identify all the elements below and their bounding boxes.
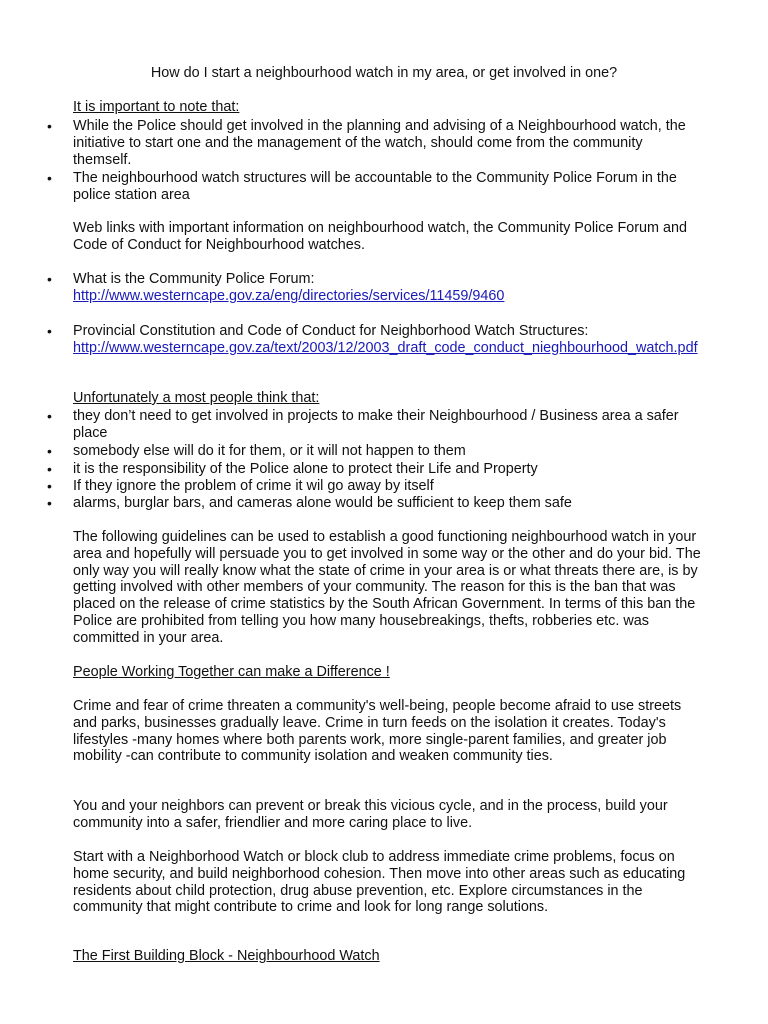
- link-item: [73, 323, 703, 357]
- weblinks-intro: Web links with important information on neighbourhood watch, the Community Police Forum and Code of Conduct for Neighbourhood watches.: [73, 220, 688, 253]
- note-item: The neighbourhood watch structures will be accountable to the Community Police Forum in the police station area: [73, 170, 677, 203]
- bullet-icon: •: [47, 461, 52, 477]
- unfortunately-item: somebody else will do it for them, or it will not happen to them: [73, 443, 466, 459]
- bullet-icon: •: [47, 118, 52, 134]
- bullet-icon: •: [47, 443, 52, 459]
- unfortunately-item: alarms, burglar bars, and cameras alone would be sufficient to keep them safe: [73, 495, 572, 511]
- link-label: What is the Community Police Forum:: [73, 271, 315, 287]
- unfortunately-item: they don’t need to get involved in projects to make their Neighbourhood / Business area a safer place: [73, 408, 679, 441]
- note-heading: It is important to note that:: [73, 99, 240, 115]
- bullet-icon: •: [47, 495, 52, 511]
- bullet-icon: •: [47, 323, 52, 339]
- document-title: How do I start a neighbourhood watch in my area, or get involved in one?: [150, 65, 618, 81]
- neighbors-paragraph: You and your neighbors can prevent or break this vicious cycle, and in the process, build your community into a safer, friendlier and more caring place to live.: [73, 798, 668, 831]
- bullet-icon: •: [47, 478, 52, 494]
- bullet-icon: •: [47, 271, 52, 287]
- code-of-conduct-link[interactable]: http://www.westerncape.gov.za/text/2003/12/2003_draft_code_conduct_nieghbourhood_watch.pdf: [73, 339, 698, 356]
- first-block-heading: The First Building Block - Neighbourhood Watch: [73, 948, 380, 964]
- community-police-forum-link[interactable]: http://www.westerncape.gov.za/eng/directories/services/11459/9460: [73, 287, 505, 304]
- crime-paragraph: Crime and fear of crime threaten a community's well-being, people become afraid to use streets and parks, businesses gradually leave. Crime in turn feeds on the isolation it creates. Today's lifestyles -many homes where both parents work, more single-parent families, and greater job mobility -can contribute to community isolation and weaken community ties.: [73, 698, 682, 765]
- bullet-icon: •: [47, 170, 52, 186]
- start-paragraph: Start with a Neighborhood Watch or block club to address immediate crime problems, focus on home security, and build neighborhood cohesion. Then move into other areas such as educating residents about child protection, drug abuse prevention, etc. Explore circumstances in the community that might contribute to crime and look for long range solutions.: [73, 849, 686, 916]
- bullet-icon: •: [47, 408, 52, 424]
- link-label: Provincial Constitution and Code of Conduct for Neighborhood Watch Structures:: [73, 323, 589, 339]
- unfortunately-item: it is the responsibility of the Police alone to protect their Life and Property: [73, 461, 538, 477]
- note-item: While the Police should get involved in the planning and advising of a Neighbourhood watch, the initiative to start one and the management of the watch, should come from the community themself.: [73, 118, 686, 168]
- link-item: [73, 271, 703, 305]
- unfortunately-item: If they ignore the problem of crime it wil go away by itself: [73, 478, 434, 494]
- guidelines-paragraph: The following guidelines can be used to establish a good functioning neighbourhood watch in your area and hopefully will persuade you to get involved in some way or the other and do your bid. The only way you will really know what the state of crime in your area is or what threats there are, is by getting involved with other members of your community. The reason for this is the ban that was placed on the release of crime statistics by the South African Government. In terms of this ban the Police are prohibited from telling you how many housebreakings, thefts, robberies etc. was committed in your area.: [73, 529, 701, 646]
- working-together-heading: People Working Together can make a Difference !: [73, 664, 390, 680]
- unfortunately-heading: Unfortunately a most people think that:: [73, 390, 320, 406]
